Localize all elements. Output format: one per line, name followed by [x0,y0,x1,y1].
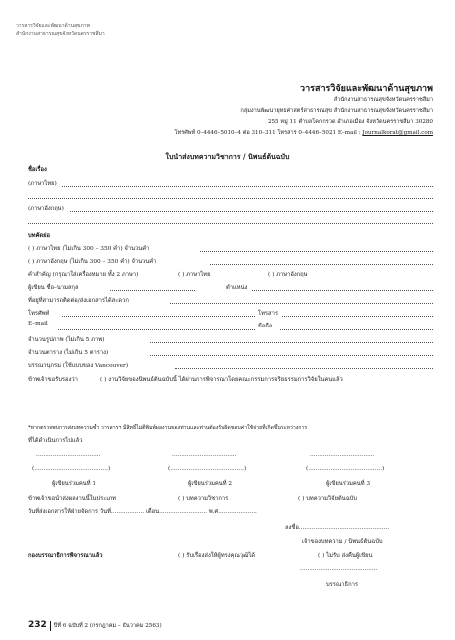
phone-label: โทรศัพท์ [28,311,50,317]
co-author-3-label: ผู้เขียนร่วมคนที่ 3 [326,481,371,487]
submit-date[interactable]: วันที่ส่งเอกสารให้ฝ่ายจัดการ วันที่.................. เดือน.......................... พ.ศ..................... [28,509,257,515]
certify-ethics-option[interactable]: ( ) งานวิจัยของนิพนธ์ต้นฉบับนี้ ได้ผ่านการพิจารณาโดยคณะกรรมการจริยธรรมการวิจัยในคนแล้ว [100,377,343,383]
editor-role: บรรณาธิการ [326,582,358,588]
submit-type-row [28,493,433,503]
fax-label: โทรสาร [258,311,278,317]
mobile-field[interactable] [280,329,433,330]
figures-field[interactable] [150,342,433,343]
author-field[interactable] [110,290,195,291]
page-footer [28,620,162,631]
abstract-eng-count[interactable] [210,264,433,265]
co-author-2-name-line[interactable]: (........................................) [168,466,247,472]
workplace-label: ที่อยู่ที่สามารถติดต่อ/ส่งเอกสารได้สะดวก [28,298,129,304]
position-field[interactable] [252,290,433,291]
editorial-reject-option[interactable]: ( ) ไม่รับ ส่งคืนผู้เขียน [318,553,373,559]
english-title-label: (ภาษาอังกฤษ) [28,206,64,212]
editorial-accept-option[interactable]: ( ) รับเรื่องส่งให้ผู้ทรงคุณวุฒิได้ [178,553,256,559]
certify-row-1 [28,374,433,384]
journal-office: สำนักงานสาธารณสุขจังหวัดนครราชสีมา [333,97,433,103]
thai-title-field-2[interactable] [28,198,433,199]
english-title-field-2[interactable] [28,223,433,224]
journal-group: กลุ่มงานพัฒนายุทธศาสตร์สาธารณสุข สำนักงานสาธารณสุขจังหวัดนครราชสีมา [240,108,433,114]
type-original-option[interactable]: ( ) บทความวิจัยต้นฉบับ [298,496,358,502]
references-label: บรรณานุกรม (ใช้แบบของ Vancouver) [28,363,129,369]
duplicate-note-2: ที่ได้ดำเนินการไปแล้ว [28,438,83,444]
abstract-label: บทคัดย่อ [28,233,51,239]
issue-info: ปีที่ 6 ฉบับที่ 2 (กรกฎาคม – ธันวาคม 2563) [53,623,162,629]
phone-field[interactable] [62,316,255,317]
owner-role: เจ้าของบทความ / นิพนธ์ต้นฉบับ [302,539,383,545]
page-number: 232 [28,620,47,630]
keywords-label: คำสำคัญ (กรุณาใส่เครื่องหมาย ทั้ง 2 ภาษา) [28,272,139,278]
journal-address: 255 หมู่ 11 ตำบลโคกกรวด อำเภอเมือง จังหวัดนครราชสีมา 30280 [267,119,433,125]
email-field[interactable] [58,329,255,330]
email-row [28,321,433,327]
email-label: E–mail [28,321,48,327]
position-label: ตำแหน่ง [226,285,248,291]
running-header-title: วารสารวิจัยและพัฒนาด้านสุขภาพ [16,23,90,29]
co-author-1-label: ผู้เขียนร่วมคนที่ 1 [52,481,97,487]
figures-label: จำนวนรูปภาพ (ไม่เกิน 5 ภาพ) [28,337,105,343]
submit-type-label: ข้าพเจ้าขอนำส่งผลงานนี้ในประเภท [28,496,116,502]
keywords-row [28,269,433,279]
form-title: ใบนำส่งบทความวิชาการ / นิพนธ์ต้นฉบับ [165,152,290,161]
abstract-eng[interactable]: ( ) ภาษาอังกฤษ (ไม่เกิน 300 – 350 คำ) จำนวนคำ [28,259,157,265]
journal-title: วารสารวิจัยและพัฒนาด้านสุขภาพ [300,84,433,94]
co-author-2-sign-line[interactable]: ................................... [172,452,237,458]
fax-field[interactable] [282,316,433,317]
contact-text: โทรศัพท์ 0–4446–5010–4 ต่อ 310–311 โทรสาร 0–4446–5021 E–mail : [174,130,361,136]
co-author-1-name-line[interactable]: (........................................) [32,466,111,472]
references-field[interactable] [175,368,433,369]
editorial-label: กองบรรณาธิการพิจารณาแล้ว [28,553,103,559]
abstract-thai[interactable]: ( ) ภาษาไทย (ไม่เกิน 300 – 350 คำ) จำนวนคำ [28,246,150,252]
owner-sign-line[interactable]: ลงชื่อ................................................. [285,525,390,531]
type-article-option[interactable]: ( ) บทความวิชาการ [178,496,229,502]
keywords-thai[interactable]: ( ) ภาษาไทย [178,272,211,278]
journal-contact [175,129,433,137]
workplace-field[interactable] [170,303,433,304]
running-header-office: สำนักงานสาธารณสุขจังหวัดนครราชสีมา [16,31,105,37]
english-title-field[interactable] [70,211,433,212]
subject-label: ชื่อเรื่อง [28,167,47,173]
duplicate-note: *หากตรวจพบการส่งบทความซ้ำ วารสารฯ มีสิทธิ์ไม่ตีพิมพ์ผลงานของท่านและท่านต้องรับผิดชอบค่าใช้จ่ายที่เกิดขึ้นระหว่างการ [28,425,308,431]
certify-label: ข้าพเจ้าขอรับรองว่า [28,377,78,383]
mobile-label: มือถือ [258,324,273,327]
co-author-1-sign-line[interactable]: ................................... [36,452,101,458]
tables-label: จำนวนตาราง (ไม่เกิน 5 ตาราง) [28,350,109,356]
editor-sign-line[interactable]: .......................................... [300,566,378,572]
abstract-thai-count[interactable] [200,251,433,252]
co-author-3-sign-line[interactable]: ................................... [310,452,375,458]
thai-title-field[interactable] [62,186,433,187]
co-author-3-name-line[interactable]: (........................................) [306,466,385,472]
footer-divider [50,621,51,631]
editorial-row [28,550,433,560]
author-label: ผู้เขียน ชื่อ–นามสกุล [28,285,79,291]
journal-email-link[interactable]: Journalkorat@gmail.com [362,130,433,136]
tables-field[interactable] [150,355,433,356]
keywords-eng[interactable]: ( ) ภาษาอังกฤษ [268,272,308,278]
thai-title-label: (ภาษาไทย) [28,181,57,187]
co-author-2-label: ผู้เขียนร่วมคนที่ 2 [188,481,233,487]
